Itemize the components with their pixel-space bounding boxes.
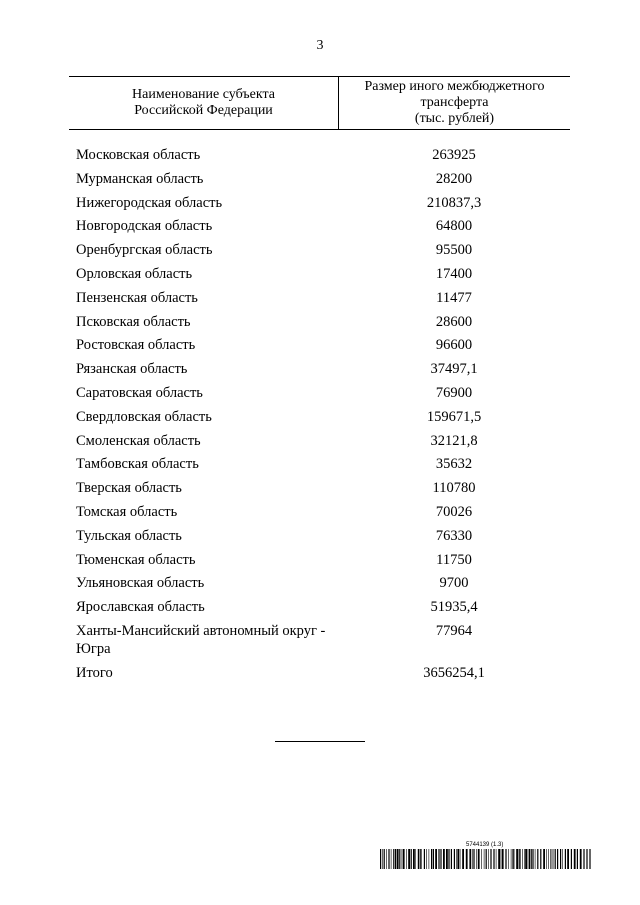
header-transfer-amount	[339, 77, 570, 129]
table-row	[76, 265, 570, 283]
transfer-amount: 64800	[435, 218, 473, 235]
transfer-amount: 35632	[435, 456, 473, 473]
subject-name: Ярославская область	[76, 599, 205, 616]
table-row	[76, 622, 570, 658]
table-row	[76, 217, 570, 235]
subject-name: Итого	[76, 664, 113, 681]
subject-name: Тюменская область	[76, 551, 196, 568]
transfer-amount: 70026	[435, 503, 473, 520]
subject-name: Тверская область	[76, 480, 182, 497]
subject-name: Орловская область	[76, 265, 193, 282]
transfer-amount: 159671,5	[426, 408, 482, 425]
table-row	[76, 289, 570, 307]
header-subject-name	[69, 77, 339, 129]
table-row	[76, 574, 570, 592]
barcode-label: 5744139 (1.3)	[466, 842, 504, 848]
transfer-amount: 76330	[435, 527, 473, 544]
transfer-amount: 28200	[435, 170, 473, 187]
subject-name: Ульяновская область	[76, 575, 205, 592]
table-row	[76, 503, 570, 521]
subject-name: Мурманская область	[76, 170, 204, 187]
header-transfer-amount-line2: трансферта	[420, 95, 489, 110]
subject-name: Оренбургская область	[76, 242, 213, 259]
transfer-amount: 110780	[432, 480, 476, 497]
subject-name: Псковская область	[76, 313, 191, 330]
table-row	[76, 551, 570, 569]
table-row	[76, 664, 570, 682]
closing-divider-line	[275, 741, 365, 742]
subject-name: Тульская область	[76, 527, 182, 544]
transfer-amount: 37497,1	[430, 361, 478, 378]
header-subject-name-line2: Российской Федерации	[134, 103, 273, 118]
transfer-amount: 9700	[439, 575, 469, 592]
transfer-amount: 96600	[435, 337, 473, 354]
table-row	[76, 527, 570, 545]
subject-name: Новгородская область	[76, 218, 213, 235]
table-row	[76, 408, 570, 426]
table-header	[69, 76, 570, 130]
subject-name: Нижегородская область	[76, 194, 223, 211]
subject-name: Смоленская область	[76, 432, 201, 449]
header-transfer-amount-line3: (тыс. рублей)	[414, 111, 495, 126]
table-row	[76, 432, 570, 450]
transfer-amount: 11477	[436, 289, 472, 306]
subject-name: Томская область	[76, 503, 178, 520]
subject-name: Ростовская область	[76, 337, 196, 354]
subject-name: Московская область	[76, 147, 201, 163]
transfer-amount: 3656254,1	[423, 664, 485, 681]
transfer-amount: 263925	[432, 147, 476, 163]
transfer-amount: 28600	[435, 313, 473, 330]
table-row	[76, 455, 570, 473]
table-row	[76, 194, 570, 212]
subject-name: Тамбовская область	[76, 456, 199, 473]
table-row	[76, 170, 570, 188]
header-transfer-amount-line1: Размер иного межбюджетного	[364, 79, 545, 94]
table-row	[76, 360, 570, 378]
transfer-amount: 77964	[435, 622, 473, 639]
table-row	[76, 384, 570, 402]
subject-name: Рязанская область	[76, 361, 188, 378]
transfer-amount: 95500	[435, 242, 473, 259]
transfer-amount: 76900	[435, 384, 473, 401]
table-body	[76, 146, 570, 688]
subject-name: Свердловская область	[76, 408, 212, 425]
transfer-amount: 210837,3	[426, 194, 482, 211]
subject-name: Пензенская область	[76, 289, 198, 306]
table-row	[76, 479, 570, 497]
table-row	[76, 313, 570, 331]
barcode-icon	[380, 849, 591, 869]
table-row	[76, 336, 570, 354]
transfer-amount: 32121,8	[430, 432, 478, 449]
transfer-amount: 17400	[435, 265, 473, 282]
header-subject-name-line1: Наименование субъекта	[132, 87, 275, 102]
subject-name: Саратовская область	[76, 384, 203, 401]
transfer-amount: 51935,4	[430, 599, 478, 616]
subject-name: Ханты-Мансийский автономный округ - Югра	[76, 622, 326, 657]
table-row	[76, 241, 570, 259]
transfer-amount: 11750	[436, 551, 472, 568]
table-row	[76, 598, 570, 616]
table-row	[76, 146, 570, 164]
page-number: 3	[316, 38, 324, 53]
